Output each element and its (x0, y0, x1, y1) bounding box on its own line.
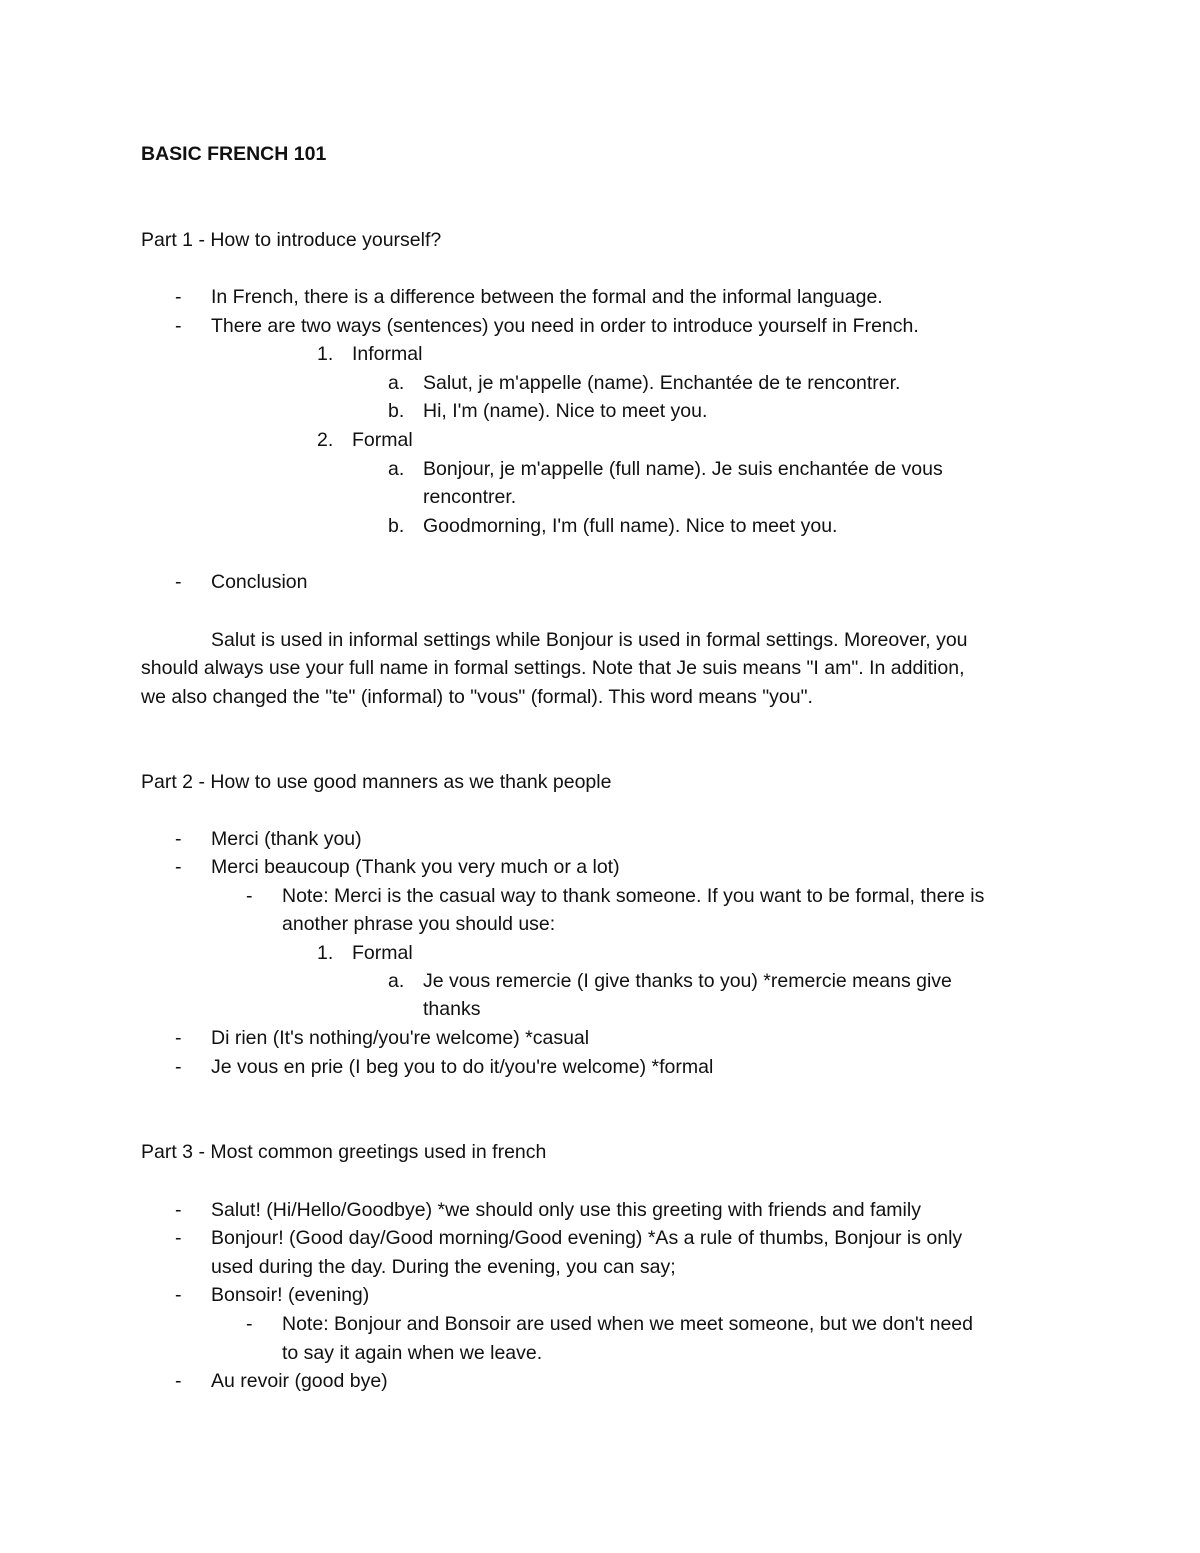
part1-heading: Part 1 - How to introduce yourself? (141, 229, 442, 251)
bullet-dash: - (175, 571, 182, 593)
list-number: 1. (317, 942, 334, 964)
part1-conclusion-label: Conclusion (211, 571, 308, 593)
part3-bullet-1: Salut! (Hi/Hello/Goodbye) *we should only use this greeting with friends and family (211, 1199, 921, 1221)
list-letter: b. (388, 515, 405, 537)
bullet-dash: - (175, 1199, 182, 1221)
part2-formal-a-line1: Je vous remercie (I give thanks to you) *remercie means give (423, 970, 952, 992)
bullet-dash: - (246, 885, 253, 907)
part1-informal-a: Salut, je m'appelle (name). Enchantée de te rencontrer. (423, 372, 901, 394)
part2-bullet-3: Di rien (It's nothing/you're welcome) *casual (211, 1027, 590, 1049)
list-letter: b. (388, 400, 405, 422)
part3-note-line1: Note: Bonjour and Bonsoir are used when we meet someone, but we don't need (282, 1313, 973, 1335)
list-number: 2. (317, 429, 334, 451)
part2-note-line1: Note: Merci is the casual way to thank someone. If you want to be formal, there is (282, 885, 985, 907)
list-number: 1. (317, 343, 334, 365)
part1-paragraph-line1: Salut is used in informal settings while Bonjour is used in formal settings. Moreover, you (211, 629, 968, 651)
bullet-dash: - (175, 286, 182, 308)
part1-paragraph-line2: should always use your full name in formal settings. Note that Je suis means "I am". In addition, (141, 657, 965, 679)
part1-paragraph-line3: we also changed the "te" (informal) to "vous" (formal). This word means "you". (141, 686, 813, 708)
list-letter: a. (388, 372, 405, 394)
bullet-dash: - (246, 1313, 253, 1335)
list-letter: a. (388, 458, 405, 480)
part3-bullet-3: Bonsoir! (evening) (211, 1284, 370, 1306)
bullet-dash: - (175, 856, 182, 878)
bullet-dash: - (175, 1227, 182, 1249)
part1-bullet-2: There are two ways (sentences) you need in order to introduce yourself in French. (211, 315, 919, 337)
part3-note-line2: to say it again when we leave. (282, 1342, 543, 1364)
part3-bullet-4: Au revoir (good bye) (211, 1370, 388, 1392)
part3-bullet-2-line2: used during the day. During the evening, you can say; (211, 1256, 676, 1278)
part3-bullet-2-line1: Bonjour! (Good day/Good morning/Good evening) *As a rule of thumbs, Bonjour is only (211, 1227, 963, 1249)
part1-formal-a-line2: rencontrer. (423, 486, 517, 508)
part2-heading: Part 2 - How to use good manners as we thank people (141, 771, 612, 793)
part1-bullet-1: In French, there is a difference between the formal and the informal language. (211, 286, 883, 308)
bullet-dash: - (175, 1027, 182, 1049)
part1-formal-b: Goodmorning, I'm (full name). Nice to meet you. (423, 515, 838, 537)
bullet-dash: - (175, 1056, 182, 1078)
bullet-dash: - (175, 1370, 182, 1392)
bullet-dash: - (175, 1284, 182, 1306)
document-title: BASIC FRENCH 101 (141, 143, 327, 165)
list-letter: a. (388, 970, 405, 992)
part1-informal-label: Informal (352, 343, 423, 365)
part1-informal-b: Hi, I'm (name). Nice to meet you. (423, 400, 708, 422)
part2-note-line2: another phrase you should use: (282, 913, 556, 935)
part3-heading: Part 3 - Most common greetings used in french (141, 1141, 547, 1163)
part1-formal-label: Formal (352, 429, 413, 451)
part2-bullet-2: Merci beaucoup (Thank you very much or a lot) (211, 856, 620, 878)
bullet-dash: - (175, 828, 182, 850)
part2-formal-a-line2: thanks (423, 998, 481, 1020)
part2-bullet-4: Je vous en prie (I beg you to do it/you're welcome) *formal (211, 1056, 714, 1078)
part2-bullet-1: Merci (thank you) (211, 828, 362, 850)
bullet-dash: - (175, 315, 182, 337)
part1-formal-a-line1: Bonjour, je m'appelle (full name). Je suis enchantée de vous (423, 458, 943, 480)
part2-formal-label: Formal (352, 942, 413, 964)
